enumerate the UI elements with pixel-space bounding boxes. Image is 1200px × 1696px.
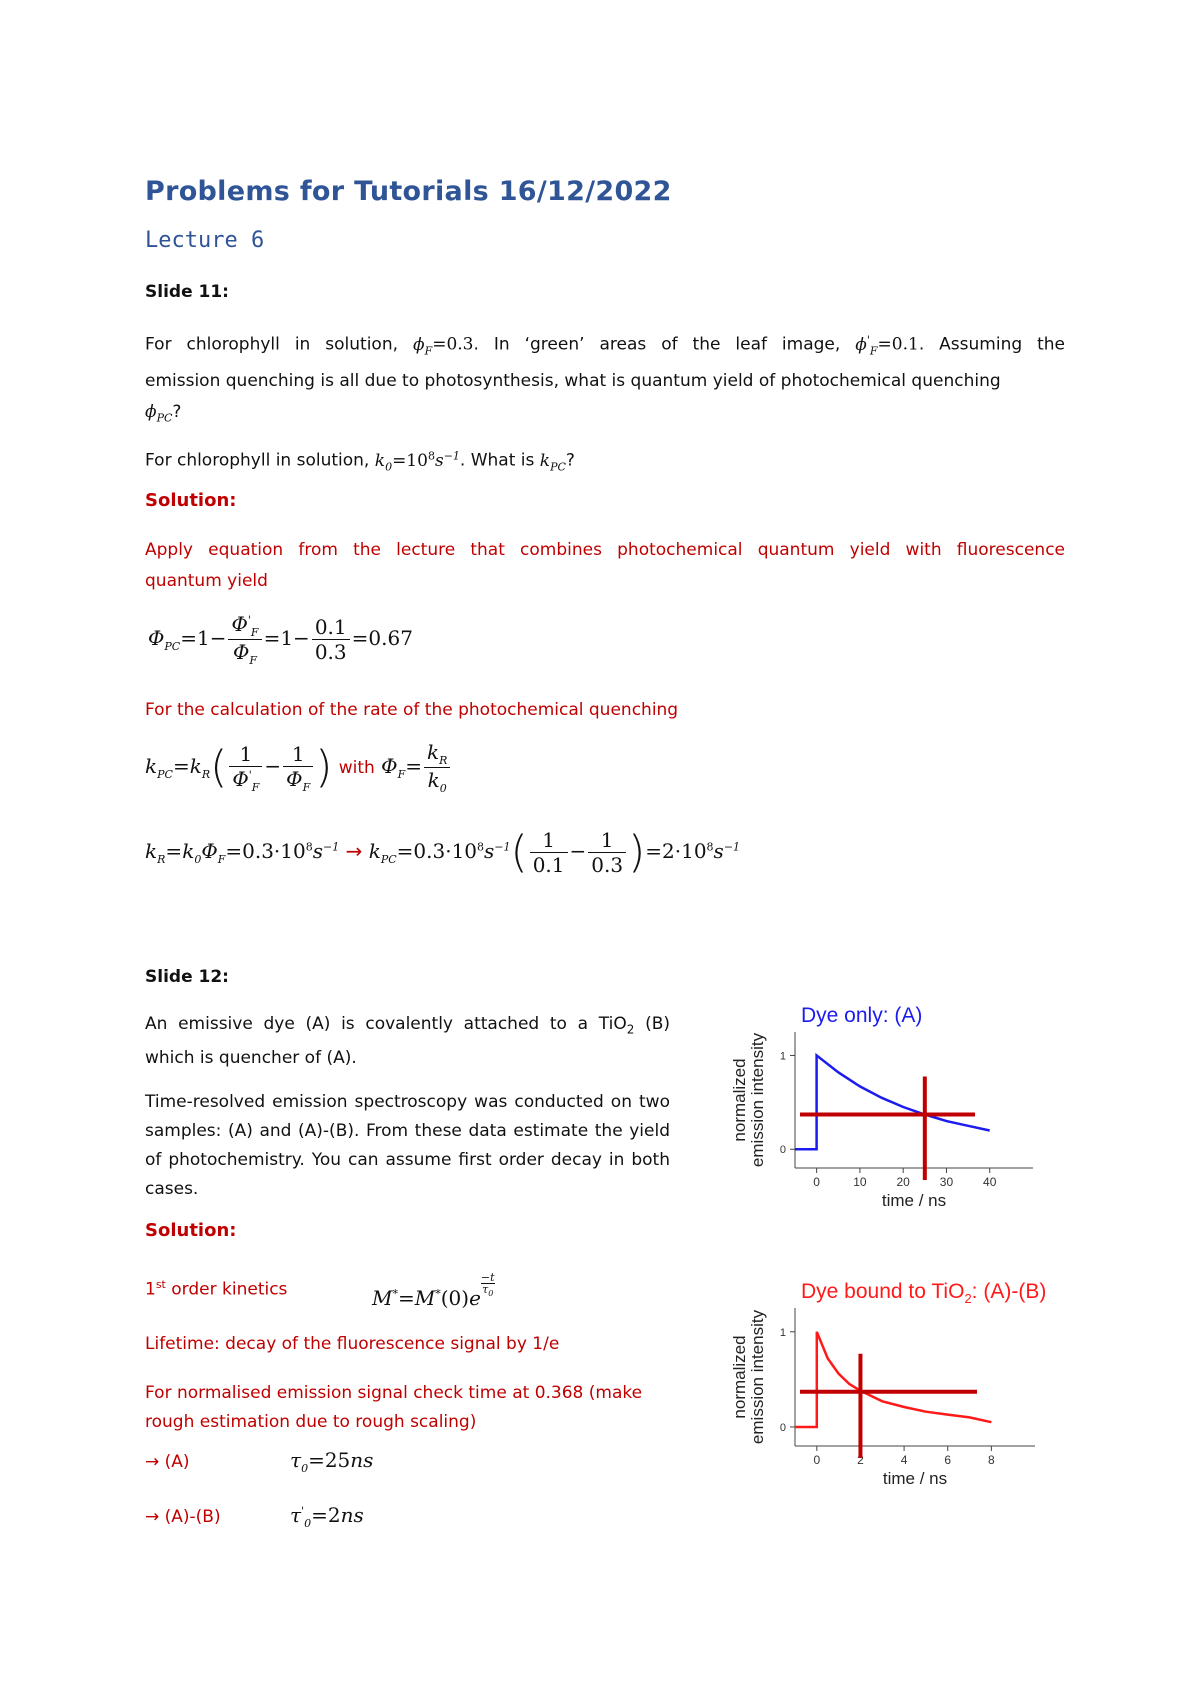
x-tick-label: 30 <box>939 1175 954 1189</box>
y-tick-label: 1 <box>779 1326 786 1339</box>
x-tick-label: 8 <box>988 1453 995 1467</box>
y-axis-label: normalized <box>730 1058 749 1142</box>
slide11-question-1: For chlorophyll in solution, $\phi_F=0.3$. In ‘green’ areas of the leaf image, $\phi'_F=0.1$. Assuming the emission quenching is all due to photosynthesis, what is quantum yield of photochemical quenching $\phi_{PC}$? <box>145 333 1066 425</box>
y-tick-label: 1 <box>779 1050 786 1063</box>
x-tick-label: 20 <box>896 1175 910 1189</box>
slide11-heading: Slide 11: <box>145 282 229 302</box>
slide12-heading: Slide 12: <box>145 967 229 987</box>
equation-k-r: $k_R=k_0\Phi_F=0.3\cdot 10^8s^{-1} \to k_{PC}=0.3\cdot 10^8s^{-1}$( $\frac{1}{0.1}$ − $\frac{1}{0.3}$ )$=2\cdot 10^8s^{-1}$ <box>145 826 741 878</box>
chart-title: Dye bound to TiO$_2$: (A)-(B) <box>801 1280 1047 1306</box>
y-axis-label-2: emission intensity <box>748 1032 767 1168</box>
slide11-question-2: For chlorophyll in solution, $k_0=10^8s^{-1}$. What is $k_{PC}$? <box>145 449 575 474</box>
x-tick-label: 40 <box>983 1175 997 1189</box>
chart-dye-only <box>700 978 1040 1218</box>
result-ab-value: $\tau'_0=2ns$ <box>290 1503 364 1530</box>
chart-title: Dye only: (A) <box>801 1004 923 1027</box>
slide11-rate-text: For the calculation of the rate of the photochemical quenching <box>145 700 679 720</box>
series-line <box>795 1055 990 1149</box>
x-tick-label: 10 <box>853 1175 867 1189</box>
y-tick-label: 0 <box>779 1421 786 1434</box>
y-axis-label: normalized <box>730 1335 749 1419</box>
x-tick-label: 2 <box>857 1453 864 1467</box>
kinetics-equation: M*=M*(0)e $\frac{-t}{\tau_0}$ <box>372 1271 495 1310</box>
slide12-solution-label: Solution: <box>145 1220 237 1241</box>
slide12-question: An emissive dye (A) is covalently attached to a TiO$_2$ (B) which is quencher of (A). Time-resolved emission spectroscopy was conducted on two samples: (A) and (A)-(B). From these data estimate the yield of photochemistry. You can assume first order decay in both cases. <box>145 1014 670 1200</box>
page-title: Problems for Tutorials 16/12/2022 <box>145 176 672 207</box>
slide11-solution-label: Solution: <box>145 490 237 511</box>
result-a-value: $\tau_0=25ns$ <box>290 1448 374 1475</box>
y-tick-label: 0 <box>779 1144 786 1157</box>
slide11-solution-text: Apply equation from the lecture that combines photochemical quantum yield with fluorescence quantum yield <box>145 540 1065 591</box>
x-tick-label: 6 <box>944 1453 952 1467</box>
x-axis-label: time / ns <box>881 1191 947 1210</box>
lecture-heading: Lecture 6 <box>145 228 265 253</box>
series-line <box>795 1332 991 1427</box>
equation-k-pc: $k_{PC}=k_R$( $\frac{1}{\Phi'_F}$ − $\frac{1}{\Phi_F}$ ) with $\Phi_F=$ $\frac{k_R}{k_0}$ <box>145 740 452 795</box>
normalised-text: For normalised emission signal check time at 0.368 (make rough estimation due to rough scaling) <box>145 1383 643 1432</box>
x-tick-label: 0 <box>813 1453 821 1467</box>
x-tick-label: 0 <box>813 1175 820 1189</box>
kinetics-label: 1st order kinetics <box>145 1278 288 1300</box>
lifetime-text: Lifetime: decay of the fluorescence signal by 1/e <box>145 1334 560 1354</box>
result-a-row: → (A) <box>145 1452 190 1472</box>
equation-phi-pc: $\Phi_{PC}=1-$ $\frac{\Phi'_F}{\Phi_F}$ =1− $\frac{0.1}{0.3}$ =0.67 <box>148 612 413 667</box>
x-tick-label: 4 <box>900 1453 908 1467</box>
y-axis-label-2: emission intensity <box>748 1309 767 1445</box>
x-axis-label: time / ns <box>882 1469 948 1488</box>
result-ab-row: → (A)-(B) <box>145 1507 221 1527</box>
chart-dye-bound <box>700 1250 1070 1500</box>
